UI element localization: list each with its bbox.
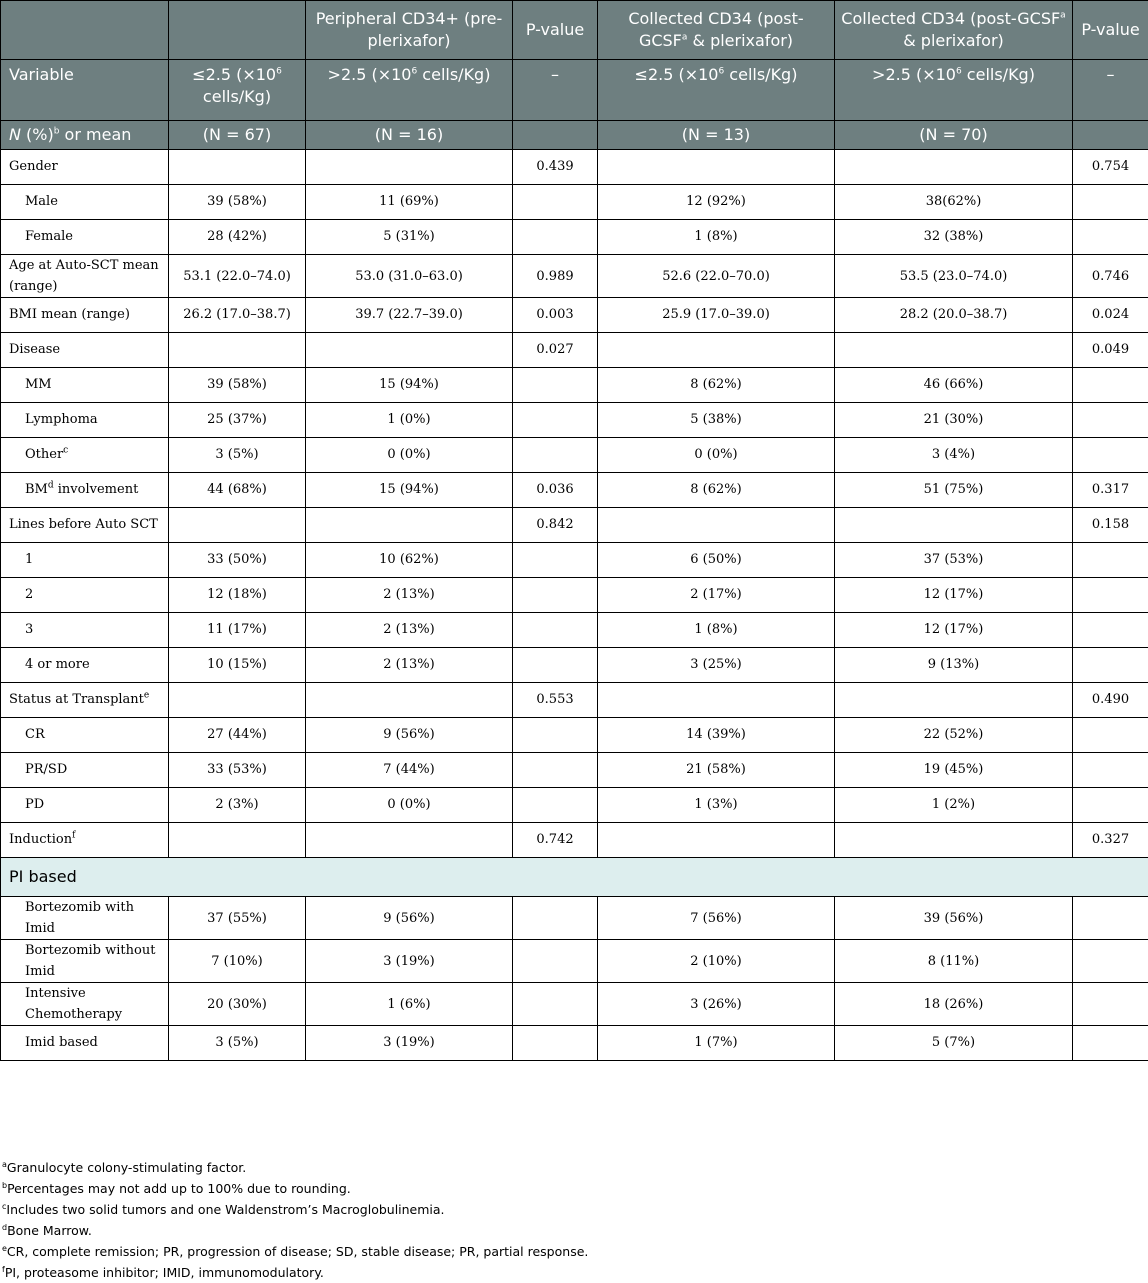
cell-1: 53.1 (22.0–74.0): [169, 255, 306, 298]
cell-2: [306, 333, 513, 368]
cell-2: 53.0 (31.0–63.0): [306, 255, 513, 298]
cell-2: 15 (94%): [306, 368, 513, 403]
header-n-3: (N = 13): [598, 121, 835, 150]
row-label: Age at Auto-SCT mean (range): [1, 255, 169, 298]
cell-5: [835, 683, 1073, 718]
cell-4: 25.9 (17.0–39.0): [598, 298, 835, 333]
header-pvalue-1: P-value: [513, 1, 598, 60]
cell-3: [513, 897, 598, 940]
header-row-n: [1, 121, 1148, 150]
cell-4: 2 (17%): [598, 578, 835, 613]
header-n-empty-1: [513, 121, 598, 150]
table-row: [1, 185, 1148, 220]
cell-5: 1 (2%): [835, 788, 1073, 823]
cell-4: 8 (62%): [598, 473, 835, 508]
cell-6: 0.024: [1073, 298, 1148, 333]
cell-4: 2 (10%): [598, 940, 835, 983]
header-n-1: (N = 67): [169, 121, 306, 150]
cell-4: 1 (7%): [598, 1026, 835, 1061]
table-row: [1, 613, 1148, 648]
row-label: Gender: [1, 150, 169, 185]
cell-1: 33 (53%): [169, 753, 306, 788]
footnote: [0, 1199, 1148, 1220]
table-row: [1, 823, 1148, 858]
cell-5: 21 (30%): [835, 403, 1073, 438]
cell-4: 3 (25%): [598, 648, 835, 683]
cell-5: 28.2 (20.0–38.7): [835, 298, 1073, 333]
cell-3: 0.842: [513, 508, 598, 543]
cell-2: [306, 683, 513, 718]
cell-5: 51 (75%): [835, 473, 1073, 508]
table-row: [1, 1026, 1148, 1061]
cell-2: [306, 150, 513, 185]
cell-3: 0.036: [513, 473, 598, 508]
cell-5: [835, 508, 1073, 543]
cell-4: [598, 683, 835, 718]
cell-3: [513, 403, 598, 438]
footnote-text: Granulocyte colony-stimulating factor.: [7, 1160, 246, 1175]
footnote-text: Includes two solid tumors and one Waldenstrom’s Macroglobulinemia.: [6, 1202, 444, 1217]
footnote: [0, 1157, 1148, 1178]
cell-1: 20 (30%): [169, 983, 306, 1026]
footnote: [0, 1262, 1148, 1283]
cell-3: [513, 543, 598, 578]
row-label: PD: [1, 788, 169, 823]
cell-6: [1073, 648, 1148, 683]
cell-6: 0.746: [1073, 255, 1148, 298]
row-label: 1: [1, 543, 169, 578]
row-label: Other$^c$: [1, 438, 169, 473]
cell-1: 44 (68%): [169, 473, 306, 508]
cell-3: [513, 648, 598, 683]
header-empty: [1, 1, 169, 60]
row-label: BMI mean (range): [1, 298, 169, 333]
cell-1: 10 (15%): [169, 648, 306, 683]
cell-4: 52.6 (22.0–70.0): [598, 255, 835, 298]
cell-6: [1073, 438, 1148, 473]
cell-5: 19 (45%): [835, 753, 1073, 788]
row-label: Status at Transplant$^e$: [1, 683, 169, 718]
footnote-text: Percentages may not add up to 100% due to rounding.: [7, 1181, 351, 1196]
cell-1: 27 (44%): [169, 718, 306, 753]
table-row: [1, 403, 1148, 438]
table-row: [1, 858, 1148, 897]
table-row: [1, 473, 1148, 508]
table-row: [1, 368, 1148, 403]
table-row: [1, 508, 1148, 543]
cell-6: [1073, 403, 1148, 438]
table-row: [1, 220, 1148, 255]
row-label: 2: [1, 578, 169, 613]
table-row: [1, 298, 1148, 333]
cell-2: [306, 508, 513, 543]
cell-1: 33 (50%): [169, 543, 306, 578]
cell-1: 37 (55%): [169, 897, 306, 940]
cell-6: 0.049: [1073, 333, 1148, 368]
cell-2: 3 (19%): [306, 940, 513, 983]
cell-6: [1073, 578, 1148, 613]
footnote-mark: c: [2, 1202, 6, 1211]
row-label: Male: [1, 185, 169, 220]
cell-1: 3 (5%): [169, 438, 306, 473]
cell-1: 26.2 (17.0–38.7): [169, 298, 306, 333]
row-label: Bortezomib without Imid: [1, 940, 169, 983]
cell-2: 15 (94%): [306, 473, 513, 508]
row-label: PR/SD: [1, 753, 169, 788]
header-n-label: N (%)$^b$ or mean: [1, 121, 169, 150]
cell-5: 5 (7%): [835, 1026, 1073, 1061]
table-row: [1, 438, 1148, 473]
cell-1: [169, 683, 306, 718]
cell-1: 3 (5%): [169, 1026, 306, 1061]
row-label: 4 or more: [1, 648, 169, 683]
header-variable: Variable: [1, 60, 169, 121]
row-label: Lines before Auto SCT: [1, 508, 169, 543]
cell-3: 0.003: [513, 298, 598, 333]
header-dash-1: –: [513, 60, 598, 121]
cell-3: [513, 438, 598, 473]
cell-2: 2 (13%): [306, 613, 513, 648]
cell-2: 9 (56%): [306, 718, 513, 753]
row-label: Female: [1, 220, 169, 255]
table-header: [1, 1, 1148, 150]
cell-2: 2 (13%): [306, 648, 513, 683]
cell-6: [1073, 368, 1148, 403]
row-label: Disease: [1, 333, 169, 368]
cell-6: 0.754: [1073, 150, 1148, 185]
cell-2: 5 (31%): [306, 220, 513, 255]
row-label: Bortezomib with Imid: [1, 897, 169, 940]
header-row-threshold: [1, 60, 1148, 121]
cell-5: 8 (11%): [835, 940, 1073, 983]
cell-1: 2 (3%): [169, 788, 306, 823]
cell-4: 14 (39%): [598, 718, 835, 753]
header-dash-2: –: [1073, 60, 1148, 121]
table-row: [1, 333, 1148, 368]
cell-6: 0.327: [1073, 823, 1148, 858]
cell-5: [835, 333, 1073, 368]
row-label: MM: [1, 368, 169, 403]
cell-1: [169, 823, 306, 858]
footnote-text: Bone Marrow.: [7, 1223, 92, 1238]
table-row: [1, 543, 1148, 578]
footnote-mark: e: [2, 1244, 7, 1253]
cell-5: [835, 150, 1073, 185]
cell-1: 39 (58%): [169, 185, 306, 220]
header-le-2: ≤2.5 ($\times 10^6$ cells/Kg): [598, 60, 835, 121]
cell-3: [513, 788, 598, 823]
cell-2: 11 (69%): [306, 185, 513, 220]
cell-5: 9 (13%): [835, 648, 1073, 683]
header-collected-low: Collected CD34 (post-GCSF$^a$ & plerixafor): [598, 1, 835, 60]
table-row: [1, 753, 1148, 788]
cell-3: [513, 753, 598, 788]
cell-4: 1 (3%): [598, 788, 835, 823]
cell-1: 12 (18%): [169, 578, 306, 613]
header-le-1: ≤2.5 ($\times 10^6$ cells/Kg): [169, 60, 306, 121]
footnote: [0, 1220, 1148, 1241]
cell-3: 0.742: [513, 823, 598, 858]
cell-1: 7 (10%): [169, 940, 306, 983]
footnotes: [0, 1157, 1148, 1283]
cell-2: 2 (13%): [306, 578, 513, 613]
cell-3: [513, 578, 598, 613]
cell-6: [1073, 220, 1148, 255]
footnote: [0, 1178, 1148, 1199]
cell-6: [1073, 788, 1148, 823]
cell-6: [1073, 543, 1148, 578]
cell-1: [169, 508, 306, 543]
cell-3: [513, 1026, 598, 1061]
header-collected-high: Collected CD34 (post-GCSF$^a$ & plerixafor): [835, 1, 1073, 60]
cell-1: 39 (58%): [169, 368, 306, 403]
cell-6: 0.490: [1073, 683, 1148, 718]
header-n-4: (N = 70): [835, 121, 1073, 150]
footnote-text: CR, complete remission; PR, progression of disease; SD, stable disease; PR, partial response.: [7, 1244, 588, 1259]
cell-4: [598, 150, 835, 185]
cell-5: 53.5 (23.0–74.0): [835, 255, 1073, 298]
cell-1: [169, 333, 306, 368]
cell-6: [1073, 613, 1148, 648]
cell-6: [1073, 983, 1148, 1026]
cell-5: 3 (4%): [835, 438, 1073, 473]
cell-4: 0 (0%): [598, 438, 835, 473]
header-empty-2: [169, 1, 306, 60]
cell-5: 18 (26%): [835, 983, 1073, 1026]
cell-1: 11 (17%): [169, 613, 306, 648]
cell-4: 8 (62%): [598, 368, 835, 403]
cell-6: [1073, 753, 1148, 788]
cell-4: 6 (50%): [598, 543, 835, 578]
cell-6: [1073, 1026, 1148, 1061]
cell-2: 0 (0%): [306, 788, 513, 823]
row-label: Imid based: [1, 1026, 169, 1061]
cell-1: 28 (42%): [169, 220, 306, 255]
header-pvalue-2: P-value: [1073, 1, 1148, 60]
section-label: PI based: [1, 858, 1148, 897]
cell-5: 12 (17%): [835, 578, 1073, 613]
header-row-group: [1, 1, 1148, 60]
cell-6: [1073, 718, 1148, 753]
table-row: [1, 578, 1148, 613]
cell-2: 7 (44%): [306, 753, 513, 788]
footnote-mark: f: [2, 1265, 5, 1274]
cell-6: [1073, 185, 1148, 220]
cell-2: 0 (0%): [306, 438, 513, 473]
table-row: [1, 150, 1148, 185]
header-gt-2: >2.5 ($\times 10^6$ cells/Kg): [835, 60, 1073, 121]
cell-4: 1 (8%): [598, 220, 835, 255]
cell-4: 3 (26%): [598, 983, 835, 1026]
cell-3: [513, 613, 598, 648]
cell-1: 25 (37%): [169, 403, 306, 438]
row-label: Induction$^f$: [1, 823, 169, 858]
cell-4: 12 (92%): [598, 185, 835, 220]
row-label: Intensive Chemotherapy: [1, 983, 169, 1026]
cell-3: [513, 940, 598, 983]
table-row: [1, 683, 1148, 718]
cell-5: 32 (38%): [835, 220, 1073, 255]
cell-1: [169, 150, 306, 185]
header-n-2: (N = 16): [306, 121, 513, 150]
cell-3: [513, 185, 598, 220]
cell-5: 12 (17%): [835, 613, 1073, 648]
cell-2: 3 (19%): [306, 1026, 513, 1061]
cell-5: 46 (66%): [835, 368, 1073, 403]
cell-4: 1 (8%): [598, 613, 835, 648]
cell-2: [306, 823, 513, 858]
cell-5: 37 (53%): [835, 543, 1073, 578]
header-gt-1: >2.5 ($\times 10^6$ cells/Kg): [306, 60, 513, 121]
cell-4: [598, 333, 835, 368]
row-label: 3: [1, 613, 169, 648]
table-row: [1, 983, 1148, 1026]
cell-5: 39 (56%): [835, 897, 1073, 940]
row-label: $BM^d$ involvement: [1, 473, 169, 508]
cell-4: 21 (58%): [598, 753, 835, 788]
cell-6: 0.317: [1073, 473, 1148, 508]
footnote-mark: d: [2, 1223, 7, 1232]
cell-2: 1 (6%): [306, 983, 513, 1026]
table-body: [1, 150, 1148, 1061]
cell-4: [598, 823, 835, 858]
table-row: [1, 940, 1148, 983]
header-n-empty-2: [1073, 121, 1148, 150]
footnote-mark: b: [2, 1181, 7, 1190]
cell-3: 0.439: [513, 150, 598, 185]
row-label: Lymphoma: [1, 403, 169, 438]
cell-4: [598, 508, 835, 543]
footnote: [0, 1241, 1148, 1262]
footnote-mark: a: [2, 1160, 7, 1169]
cell-3: 0.027: [513, 333, 598, 368]
cell-2: 10 (62%): [306, 543, 513, 578]
cell-3: [513, 718, 598, 753]
table-row: [1, 255, 1148, 298]
cell-6: 0.158: [1073, 508, 1148, 543]
cell-3: 0.553: [513, 683, 598, 718]
table-row: [1, 648, 1148, 683]
cell-4: 5 (38%): [598, 403, 835, 438]
cell-5: 38(62%): [835, 185, 1073, 220]
cell-5: [835, 823, 1073, 858]
cell-4: 7 (56%): [598, 897, 835, 940]
row-label: CR: [1, 718, 169, 753]
header-peripheral: Peripheral CD34+ (pre-plerixafor): [306, 1, 513, 60]
cell-2: 39.7 (22.7–39.0): [306, 298, 513, 333]
cell-2: 1 (0%): [306, 403, 513, 438]
cell-6: [1073, 897, 1148, 940]
cell-3: [513, 983, 598, 1026]
table-row: [1, 718, 1148, 753]
table-row: [1, 897, 1148, 940]
cell-3: [513, 220, 598, 255]
cell-3: [513, 368, 598, 403]
cell-2: 9 (56%): [306, 897, 513, 940]
cell-3: 0.989: [513, 255, 598, 298]
table-row: [1, 788, 1148, 823]
cell-5: 22 (52%): [835, 718, 1073, 753]
footnote-text: PI, proteasome inhibitor; IMID, immunomodulatory.: [5, 1265, 324, 1280]
cell-6: [1073, 940, 1148, 983]
